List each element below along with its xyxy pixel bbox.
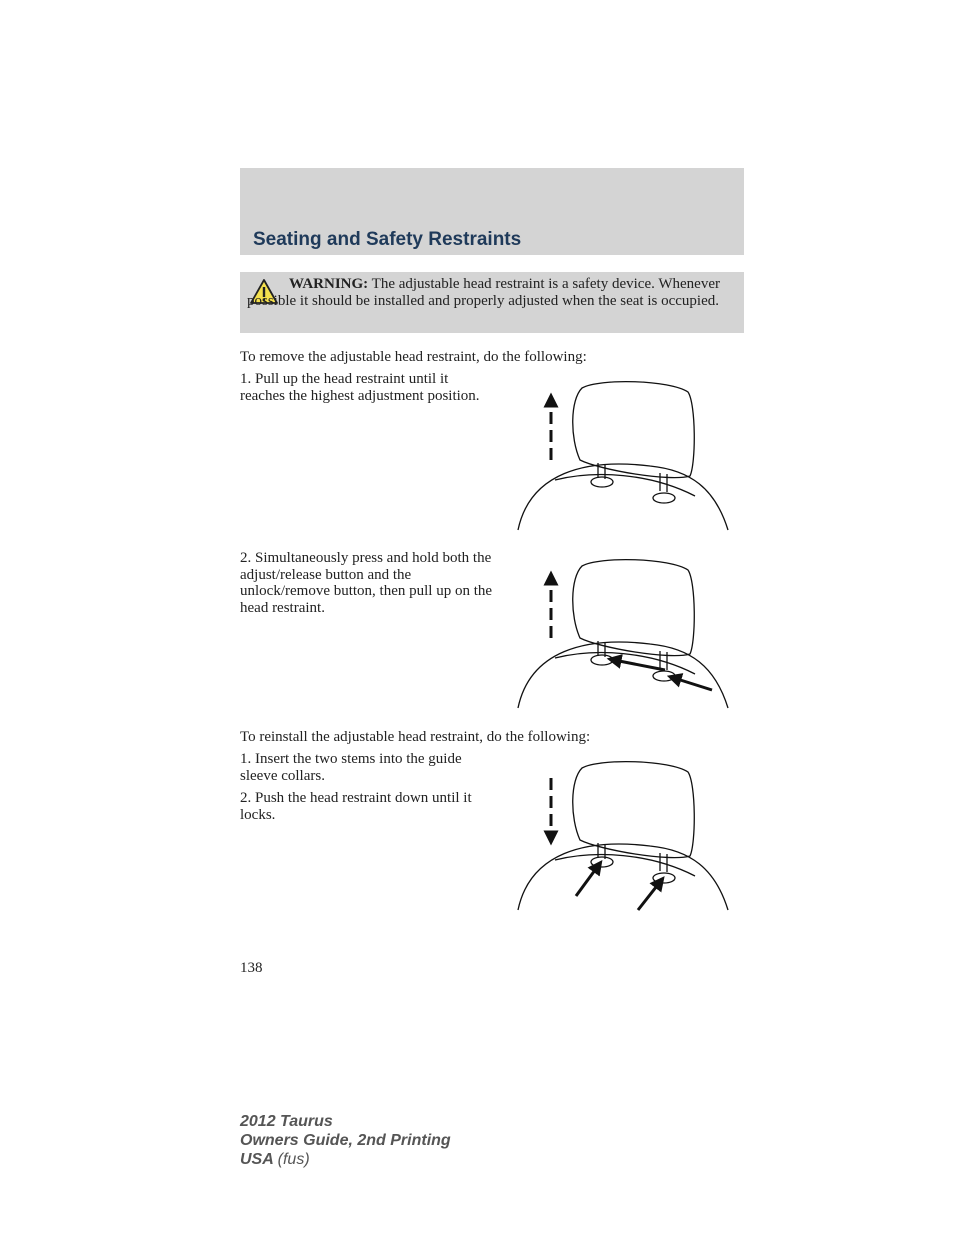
warning-box <box>240 272 744 333</box>
warning-label: WARNING: <box>289 276 369 292</box>
section-title: Seating and Safety Restraints <box>253 229 522 250</box>
warning-body: The adjustable head restraint is a safety device. Whenever possible it should be installed and properly adjusted when the seat is occupied. <box>247 276 720 309</box>
insert-arrow-icon <box>576 866 598 896</box>
figure-press-buttons <box>510 556 735 711</box>
remove-step-1: 1. Pull up the head restraint until it reaches the highest adjustment position. <box>240 371 480 404</box>
warning-text <box>247 276 735 309</box>
page-number: 138 <box>240 960 263 976</box>
footer-region-name: USA <box>240 1151 274 1168</box>
footer-region-code: (fus) <box>277 1151 310 1168</box>
press-arrow-icon <box>614 660 665 670</box>
footer-region <box>240 1150 451 1169</box>
press-arrow-icon <box>674 678 712 690</box>
footer <box>240 1112 451 1169</box>
remove-step-2: 2. Simultaneously press and hold both the adjust/release button and the unlock/remove button, then pull up on the head restraint. <box>240 550 493 616</box>
reinstall-step-1: 1. Insert the two stems into the guide sleeve collars. <box>240 751 462 784</box>
figure-push-down <box>510 758 735 913</box>
insert-arrow-icon <box>638 882 660 910</box>
reinstall-step-2: 2. Push the head restraint down until it locks. <box>240 790 472 823</box>
reinstall-intro: To reinstall the adjustable head restraint, do the following: <box>240 729 591 745</box>
section-header <box>240 168 744 255</box>
remove-intro: To remove the adjustable head restraint, do the following: <box>240 349 587 365</box>
footer-model: 2012 Taurus <box>240 1113 333 1130</box>
footer-edition: Owners Guide, 2nd Printing <box>240 1132 451 1149</box>
figure-pull-up <box>510 378 735 533</box>
